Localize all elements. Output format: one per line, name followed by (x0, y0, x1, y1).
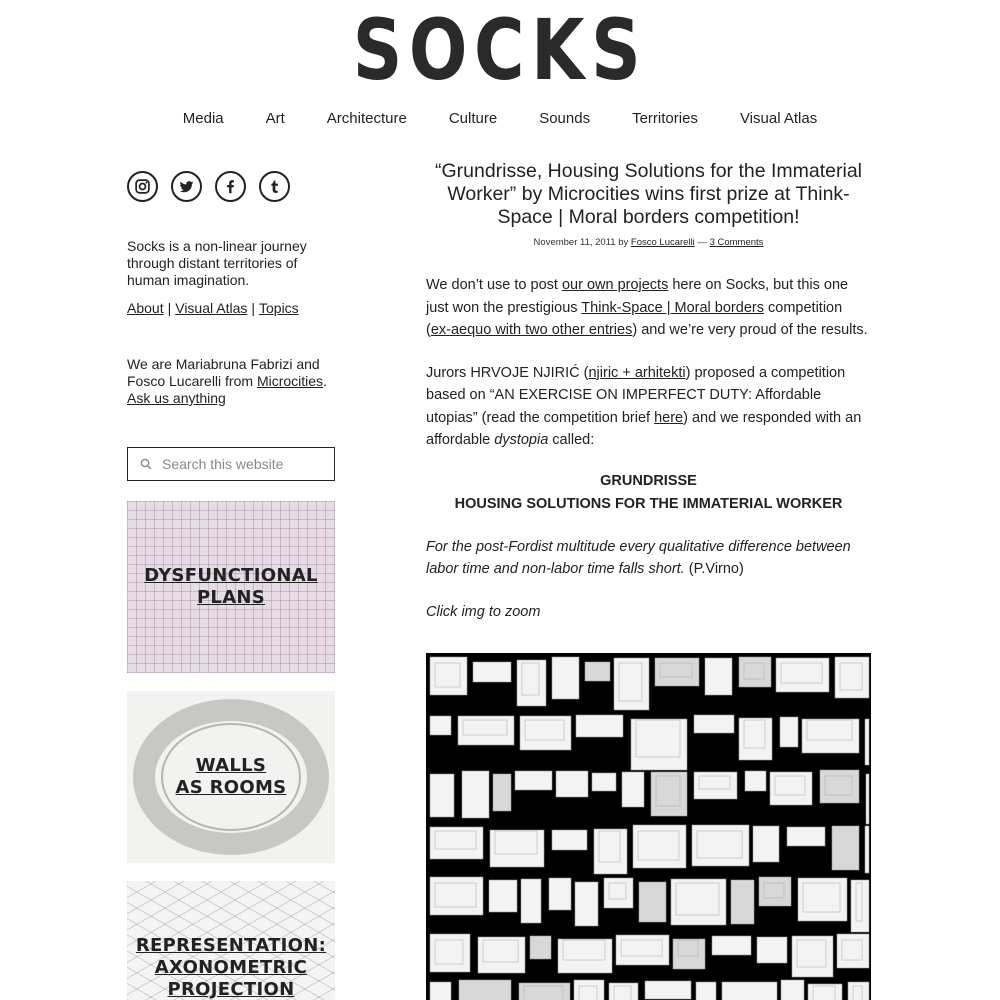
plan-cell (645, 981, 691, 999)
plan-cell (651, 772, 687, 816)
plan-cell (633, 825, 686, 868)
plan-cell (722, 982, 777, 1000)
about-intro: We are Mariabruna Fabrizi and Fosco Lucarelli from (127, 356, 320, 389)
floor-plans-collage (426, 653, 871, 1000)
plan-cell (787, 827, 825, 846)
think-space-link[interactable]: Think-Space | Moral borders (581, 299, 764, 316)
tile-label-line: AS ROOMS (175, 777, 287, 798)
plan-cell (473, 662, 511, 682)
plan-cell (556, 771, 588, 797)
plan-cell (530, 936, 551, 959)
plan-cell (808, 984, 842, 1000)
plan-cell (802, 719, 859, 753)
plan-cell (459, 980, 511, 1000)
nav-item-territories[interactable]: Territories (632, 110, 698, 127)
plan-cell (694, 772, 737, 799)
about-period: . (323, 373, 327, 389)
post-paragraph-2 (426, 362, 871, 452)
plan-cell (705, 658, 732, 695)
plan-cell (781, 980, 804, 1000)
post-title: “Grundrisse, Housing Solutions for the Immaterial Worker” by Microcities wins first prize at Think-Space | Moral borders competition! (434, 160, 862, 228)
plan-cell (739, 657, 771, 687)
plan-cell (430, 982, 451, 1000)
grundrisse-plan-image[interactable] (426, 653, 871, 1000)
plan-cell (671, 879, 726, 925)
plan-cell (776, 658, 829, 692)
quote-source: (P.Virno) (684, 561, 744, 577)
nav-item-visual-atlas[interactable]: Visual Atlas (739, 110, 818, 127)
about-link[interactable]: About (127, 300, 164, 316)
text: ) and we’re very proud of the results. (632, 322, 868, 338)
social-links (127, 171, 335, 202)
plan-cell (837, 934, 869, 968)
italic-text: dystopia (494, 432, 549, 448)
plan-cell (576, 715, 623, 737)
tile-label-line: REPRESENTATION: (135, 935, 327, 956)
text: We don’t use to post (426, 277, 562, 293)
njiric-link[interactable]: njiric + arhitekti (588, 364, 686, 381)
text: called: (548, 432, 595, 448)
link-separator: | (167, 300, 172, 316)
plan-cell (622, 772, 644, 807)
about-text (127, 356, 342, 407)
plan-cell (780, 717, 798, 747)
plan-cell (430, 934, 470, 972)
plan-cell (519, 983, 570, 1000)
site-logo[interactable]: SOCKS (352, 1, 648, 99)
text: competition ( (426, 299, 843, 338)
post-quote (426, 536, 871, 581)
plan-cell (692, 825, 749, 866)
plan-cell (851, 880, 869, 932)
plan-cell (865, 826, 869, 873)
plan-cell (792, 936, 833, 977)
plan-cell (574, 980, 604, 1000)
plan-cell (655, 658, 699, 686)
plan-cell (604, 878, 633, 908)
plan-cell (757, 937, 787, 963)
tumblr-icon[interactable] (259, 171, 290, 202)
ex-aequo-link[interactable]: ex-aequo with two other entries (430, 322, 633, 338)
plan-cell (594, 829, 627, 874)
tile-representation-axonometric[interactable] (127, 881, 335, 1000)
plan-cell (745, 771, 766, 791)
plan-cell (462, 771, 489, 818)
plan-cell (430, 877, 483, 915)
plan-cell (614, 658, 649, 710)
plan-cell (848, 982, 869, 1000)
plan-cell (430, 774, 454, 817)
post-paragraph-1 (426, 274, 871, 342)
plan-cell (549, 878, 571, 910)
plan-cell (753, 826, 779, 862)
nav-item-sounds[interactable]: Sounds (539, 110, 591, 127)
post-content (426, 160, 871, 623)
topics-link[interactable]: Topics (259, 300, 299, 316)
tile-label (144, 565, 317, 609)
zoom-hint: Click img to zoom (426, 603, 541, 620)
plan-cell (609, 983, 638, 1000)
plan-cell (552, 657, 579, 699)
plan-cell (694, 715, 734, 733)
project-subtitle: HOUSING SOLUTIONS FOR THE IMMATERIAL WORKER (454, 495, 843, 512)
plan-cell (616, 935, 669, 965)
comments-link[interactable]: 3 Comments (709, 237, 764, 248)
plan-cell (430, 827, 483, 859)
plan-cell (458, 716, 514, 745)
nav-item-culture[interactable]: Culture (448, 110, 498, 127)
tile-label-line: PROJECTION (167, 979, 295, 1000)
plan-cell (673, 939, 705, 969)
plan-cell (493, 774, 511, 811)
plan-cell (631, 719, 687, 770)
plan-cell (552, 830, 587, 850)
plan-cell (478, 937, 525, 973)
text: ) and we responded with an affordable (426, 409, 862, 448)
site-tagline: Socks is a non-linear journey through distant territories of human imagination. (127, 238, 307, 288)
text: Jurors HRVOJE NJIRIĆ ( (426, 364, 589, 381)
plan-cell (832, 826, 859, 870)
plan-cell (835, 657, 869, 698)
tile-label-line: DYSFUNCTIONAL (144, 565, 318, 586)
plan-cell (430, 716, 451, 735)
nav-item-art[interactable]: Art (265, 110, 285, 127)
sidebar (127, 171, 335, 202)
nav-item-architecture[interactable]: Architecture (326, 110, 407, 127)
plan-cell (696, 982, 716, 1000)
tile-dysfunctional-plans[interactable] (127, 501, 335, 673)
post-meta (426, 237, 871, 248)
tile-label-line: AXONOMETRIC (154, 957, 308, 978)
plan-cell (739, 718, 772, 760)
main-nav (0, 110, 1000, 128)
plan-cell (490, 830, 544, 867)
facebook-icon[interactable] (215, 171, 246, 202)
tile-label-line: WALLS (195, 755, 267, 776)
plan-cell (517, 660, 546, 706)
plan-cell (521, 879, 541, 923)
plan-cell (798, 878, 847, 921)
twitter-icon[interactable] (171, 171, 202, 202)
plan-cell (585, 662, 610, 681)
plan-cell (866, 774, 869, 824)
search-input[interactable] (162, 456, 322, 472)
search-icon (140, 458, 152, 470)
tile-walls-as-rooms[interactable] (127, 691, 335, 863)
plan-cell (515, 771, 552, 790)
sidebar-links (127, 300, 299, 317)
plan-cell (712, 936, 751, 955)
visual-atlas-link[interactable]: Visual Atlas (175, 300, 248, 316)
plan-cell (759, 877, 791, 906)
plan-cell (820, 770, 859, 803)
link-separator: | (251, 300, 255, 316)
plan-cell (558, 939, 612, 973)
project-title: GRUNDRISSE (600, 472, 697, 489)
brief-here-link[interactable]: here (654, 409, 684, 426)
plan-cell (430, 657, 467, 695)
meta-dash: — (697, 237, 707, 248)
text: ) proposed a competition based on “AN EXERCISE ON IMPERFECT DUTY: Affordable utopias” (read the competition brief (426, 364, 846, 426)
post-date: November 11, 2011 (533, 237, 616, 248)
plan-cell (639, 882, 666, 922)
project-heading (426, 470, 871, 516)
ask-us-link[interactable]: Ask us anything (127, 390, 226, 406)
plan-cell (865, 719, 869, 765)
plan-cell (731, 880, 754, 924)
microcities-link[interactable]: Microcities (256, 373, 324, 389)
plan-cell (770, 772, 812, 805)
text: here on Socks, but this one just won the prestigious (426, 277, 849, 316)
quote-text: For the post-Fordist multitude every qualitative difference between labor time and non-labor time falls short. (426, 538, 851, 577)
plan-cell (575, 882, 598, 926)
nav-item-media[interactable]: Media (182, 110, 224, 127)
tile-label (136, 935, 326, 1000)
plan-cell (520, 716, 571, 750)
author-link[interactable]: Fosco Lucarelli (630, 237, 695, 248)
search-box[interactable] (127, 447, 335, 481)
instagram-icon[interactable] (127, 171, 158, 202)
our-projects-link[interactable]: our own projects (561, 277, 669, 293)
tile-label-line: PLANS (196, 587, 266, 608)
plan-cell (489, 880, 517, 912)
plan-cell (592, 773, 616, 791)
tile-label (176, 755, 287, 799)
post-by: by (618, 237, 629, 248)
